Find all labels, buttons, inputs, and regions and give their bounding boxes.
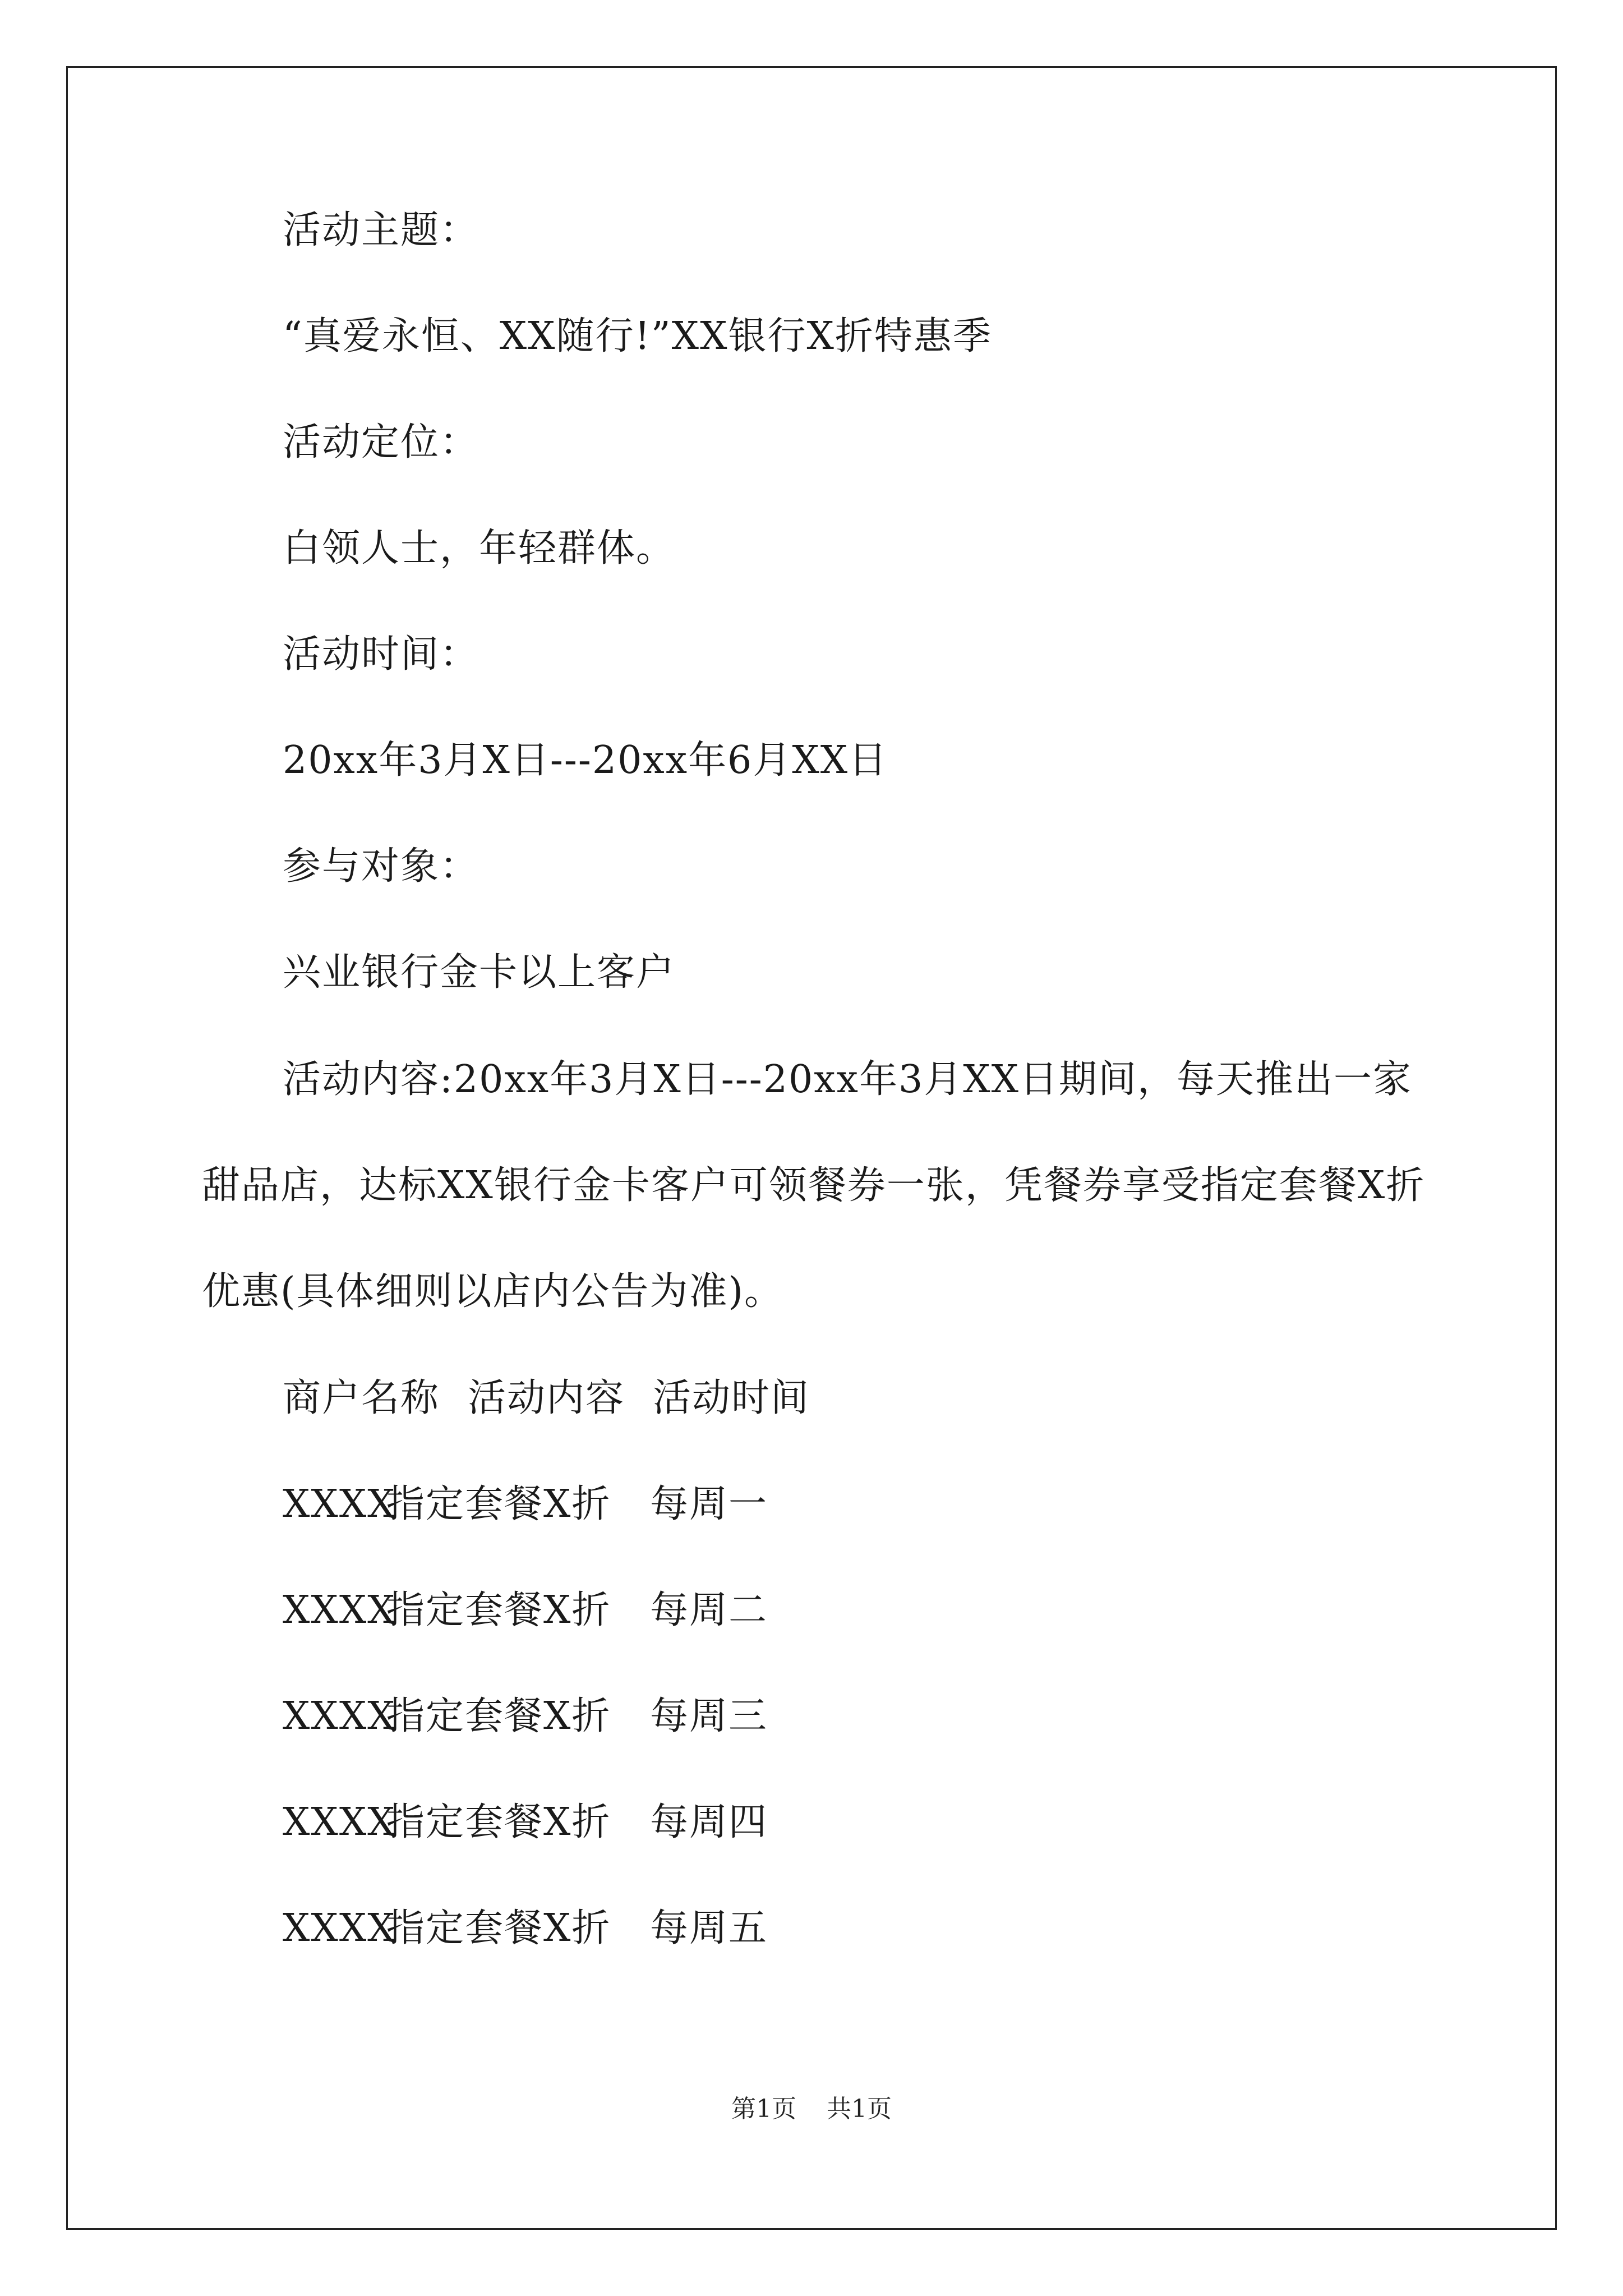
table-cell-content: 指定套餐X折 (386, 1694, 611, 1738)
table-cell-content: 指定套餐X折 (386, 1906, 611, 1950)
table-cell-content: 指定套餐X折 (386, 1482, 611, 1526)
section-text-time: 20xx年3月X日---20xx年6月XX日 (283, 738, 888, 783)
table-row (202, 1903, 1436, 1954)
table-cell-content: 指定套餐X折 (386, 1588, 611, 1632)
table-header-row (202, 1373, 1436, 1424)
table-row (202, 1691, 1436, 1742)
table-row (202, 1585, 1436, 1636)
table-cell-time: 每周四 (650, 1800, 768, 1844)
table-cell-merchant: XXXX (283, 1694, 396, 1738)
table-cell-content: 指定套餐X折 (386, 1800, 611, 1844)
document-body (202, 205, 1436, 2009)
table-row (202, 1479, 1436, 1530)
table-cell-time: 每周二 (650, 1588, 768, 1632)
table-cell-merchant: XXXX (283, 1906, 396, 1950)
section-heading-theme: 活动主题： (283, 208, 479, 252)
table-cell-time: 每周一 (650, 1482, 768, 1526)
section-heading-time: 活动时间： (283, 632, 479, 677)
section-text-participants: 兴业银行金卡以上客户 (283, 950, 676, 995)
page-number: 第1页 (731, 2095, 796, 2123)
section-text-positioning: 白领人士，年轻群体。 (283, 526, 676, 570)
table-row (202, 1797, 1436, 1848)
table-cell-time: 每周五 (650, 1906, 768, 1950)
table-cell-time: 每周三 (650, 1694, 768, 1738)
table-cell-merchant: XXXX (283, 1482, 396, 1526)
section-heading-positioning: 活动定位： (283, 420, 479, 464)
table-header-merchant: 商户名称 (283, 1376, 440, 1420)
table-cell-merchant: XXXX (283, 1800, 396, 1844)
table-cell-merchant: XXXX (283, 1588, 396, 1632)
section-text-theme: “真爱永恒、XX随行!”XX银行X折特惠季 (283, 314, 992, 358)
content-paragraph: 活动内容:20xx年3月X日---20xx年3月XX日期间，每天推出一家甜品店，达标XX银行金卡客户可领餐券一张，凭餐券享受指定套餐X折优惠(具体细则以店内公告为准)。 (202, 1057, 1426, 1314)
section-heading-participants: 参与对象： (283, 844, 479, 889)
table-header-time: 活动时间 (653, 1376, 810, 1420)
page-total: 共1页 (827, 2095, 892, 2123)
page-footer (0, 2092, 1623, 2126)
table-header-content: 活动内容 (468, 1376, 625, 1420)
